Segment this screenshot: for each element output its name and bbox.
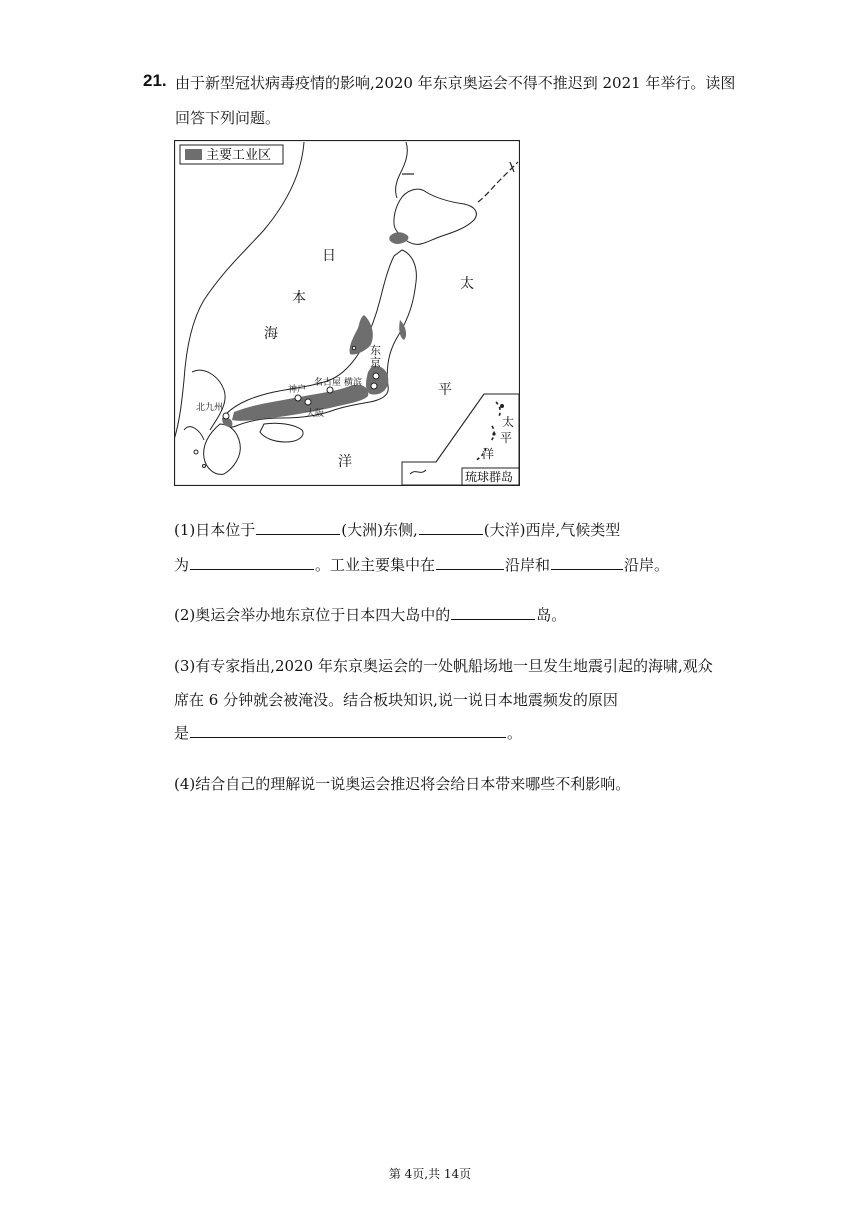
inset-label-yang: 洋 xyxy=(482,447,495,461)
legend-label: 主要工业区 xyxy=(206,148,272,163)
q1-blank-ocean[interactable] xyxy=(419,519,483,535)
city-dot-kobe xyxy=(295,395,301,401)
q3-blank-reason[interactable] xyxy=(190,722,506,738)
label-tai: 太 xyxy=(460,276,474,292)
inset-title: 琉球群岛 xyxy=(465,470,514,484)
legend-swatch xyxy=(185,149,202,160)
island xyxy=(352,346,355,349)
label-beijiuzhou: 北九州 xyxy=(196,403,224,413)
label-dongjing-1: 东 xyxy=(370,344,381,357)
label-shenhu: 神户 xyxy=(288,385,307,395)
island xyxy=(203,465,206,468)
q1-text-g: 沿岸。 xyxy=(624,556,670,574)
q2-blank-island[interactable] xyxy=(451,604,535,620)
q1-text-f: 沿岸和 xyxy=(505,556,551,574)
q1-text-b: (大洲)东侧, xyxy=(341,521,418,539)
city-dot-tokyo xyxy=(373,373,379,379)
ryukyu-island xyxy=(500,404,504,408)
inset-label-ping: 平 xyxy=(500,431,513,445)
label-daban: 大阪 xyxy=(306,409,325,419)
label-yang: 洋 xyxy=(338,454,352,470)
ryukyu-island xyxy=(492,432,495,435)
city-dot-kitakyushu xyxy=(223,413,229,419)
q1-blank-coast2[interactable] xyxy=(551,554,623,570)
q3-text-b: 。 xyxy=(507,724,523,742)
question-stem-line1: 由于新型冠状病毒疫情的影响,2020 年东京奥运会不得不推迟到 2021 年举行。读图 xyxy=(175,74,736,92)
q1-blank-climate[interactable] xyxy=(190,554,314,570)
q1-text-c: (大洋)西岸,气候类型 xyxy=(483,521,621,539)
city-dot-osaka xyxy=(305,399,311,405)
q2-line xyxy=(174,604,566,625)
q3-line2: 席在 6 分钟就会被淹没。结合板块知识,说一说日本地震频发的原因 xyxy=(174,691,618,709)
inset-label-tai: 太 xyxy=(502,415,515,429)
island xyxy=(194,450,198,454)
q1-line1 xyxy=(174,519,620,540)
q1-line2 xyxy=(174,554,669,575)
q3-text-a: 是 xyxy=(174,724,190,742)
q1-text-e: 。工业主要集中在 xyxy=(315,556,436,574)
japan-map xyxy=(174,140,520,486)
label-hai: 海 xyxy=(264,326,278,342)
question-number: 21. xyxy=(143,71,167,90)
q2-text-a: (2)奥运会举办地东京位于日本四大岛中的 xyxy=(174,606,451,624)
city-dot-yokohama xyxy=(371,383,377,389)
label-hengbin: 横滨 xyxy=(344,378,363,388)
q1-text-d: 为 xyxy=(174,556,190,574)
label-mingguwu: 名古屋 xyxy=(314,378,342,388)
q3-line3 xyxy=(174,722,522,743)
page-footer: 第 4页,共 14页 xyxy=(388,1167,472,1181)
q2-text-b: 岛。 xyxy=(536,606,567,624)
label-ri: 日 xyxy=(322,248,336,264)
q1-blank-continent[interactable] xyxy=(256,519,340,535)
q4-line: (4)结合自己的理解说一说奥运会推迟将会给日本带来哪些不利影响。 xyxy=(174,775,631,793)
label-dongjing-2: 京 xyxy=(370,356,381,369)
label-ping: 平 xyxy=(438,382,452,398)
q1-blank-coast1[interactable] xyxy=(436,554,504,570)
q1-text-a: (1)日本位于 xyxy=(174,521,256,539)
question-stem-line2: 回答下列问题。 xyxy=(175,109,281,127)
label-ben: 本 xyxy=(292,290,306,306)
q3-line1: (3)有专家指出,2020 年东京奥运会的一处帆船场地一旦发生地震引起的海啸,观众 xyxy=(174,657,713,675)
